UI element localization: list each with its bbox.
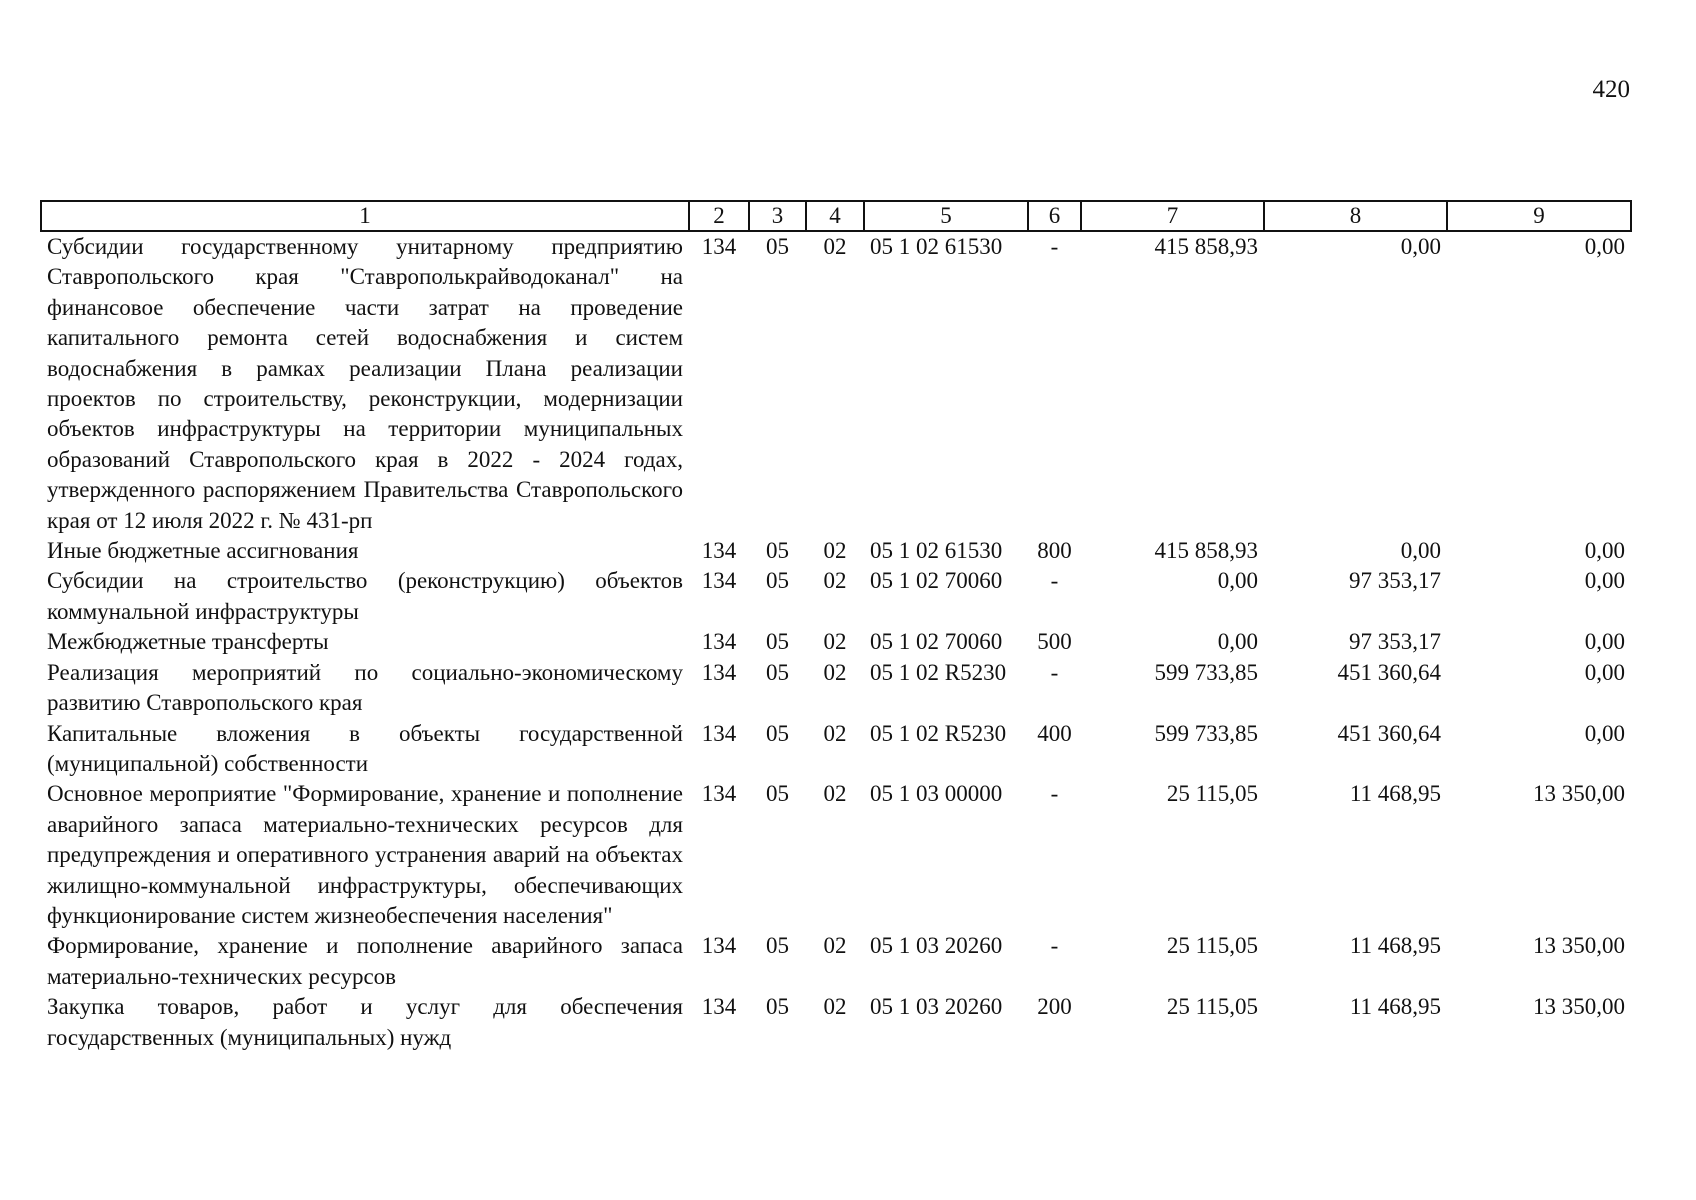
target-article-code: 05 1 03 20260 xyxy=(870,994,1003,1020)
ministry-code: 134 xyxy=(701,234,737,259)
table-row xyxy=(41,566,1631,627)
amount-col8: 451 360,64 xyxy=(1337,659,1441,685)
ministry-code: 134 xyxy=(701,781,737,807)
subsection-code: 02 xyxy=(823,994,847,1020)
amount-col7: 25 115,05 xyxy=(1166,994,1258,1020)
target-article-code: 05 1 02 R5230 xyxy=(870,720,1007,746)
column-header: 2 xyxy=(689,201,749,231)
expense-type-code: 500 xyxy=(1037,629,1072,655)
ministry-code: 134 xyxy=(701,629,737,655)
table-row xyxy=(41,627,1631,657)
column-header: 7 xyxy=(1081,201,1264,231)
section-code: 05 xyxy=(766,720,789,746)
ministry-code: 134 xyxy=(701,659,737,685)
table-row xyxy=(41,779,1631,931)
row-name: Формирование, хранение и пополнение аварийного запаса материально-технических ресурсов xyxy=(47,933,683,989)
ministry-code: 134 xyxy=(701,933,737,959)
amount-col9: 0,00 xyxy=(1584,720,1625,746)
expense-type-code: 200 xyxy=(1037,994,1072,1020)
amount-col7: 25 115,05 xyxy=(1166,933,1258,959)
expense-type-code: 800 xyxy=(1037,538,1072,564)
subsection-code: 02 xyxy=(823,781,847,807)
target-article-code: 05 1 03 00000 xyxy=(870,781,1003,807)
row-name: Субсидии государственному унитарному предприятию Ставропольского края "Ставрополькрайводоканал" на финансовое обеспечение части затрат на проведение капитального ремонта сетей водоснабжения и систем водоснабжения в рамках реализации Плана реализации проектов по строительству, реконструкции, модернизации объектов инфраструктуры на территории муниципальных образований Ставропольского края в 2022 - 2024 годах, утвержденного распоряжением Правительства Ставропольского края от 12 июля 2022 г. № 431-рп xyxy=(47,234,683,533)
column-header: 6 xyxy=(1028,201,1081,231)
column-header: 8 xyxy=(1264,201,1447,231)
column-header: 4 xyxy=(806,201,864,231)
amount-col9: 0,00 xyxy=(1584,538,1625,564)
amount-col7: 415 858,93 xyxy=(1154,234,1258,259)
expense-type-code: - xyxy=(1050,659,1059,685)
amount-col8: 11 468,95 xyxy=(1349,933,1441,959)
amount-col8: 11 468,95 xyxy=(1349,994,1441,1020)
table-row xyxy=(41,719,1631,780)
amount-col7: 599 733,85 xyxy=(1154,720,1258,746)
expense-type-code: - xyxy=(1050,781,1059,807)
column-header: 5 xyxy=(864,201,1028,231)
expense-type-code: - xyxy=(1050,568,1059,594)
subsection-code: 02 xyxy=(823,659,847,685)
page-number: 420 xyxy=(1592,76,1630,103)
amount-col9: 13 350,00 xyxy=(1533,781,1625,807)
amount-col7: 599 733,85 xyxy=(1154,659,1258,685)
amount-col9: 0,00 xyxy=(1584,234,1625,259)
subsection-code: 02 xyxy=(823,720,847,746)
amount-col9: 0,00 xyxy=(1584,659,1625,685)
target-article-code: 05 1 02 70060 xyxy=(870,568,1003,594)
table-row xyxy=(41,931,1631,992)
subsection-code: 02 xyxy=(823,933,847,959)
section-code: 05 xyxy=(766,781,789,807)
expense-type-code: - xyxy=(1050,234,1059,259)
target-article-code: 05 1 02 70060 xyxy=(870,629,1003,655)
section-code: 05 xyxy=(766,234,789,259)
amount-col9: 13 350,00 xyxy=(1533,994,1625,1020)
table-row xyxy=(41,536,1631,566)
row-name: Межбюджетные трансферты xyxy=(47,629,329,655)
amount-col9: 0,00 xyxy=(1584,568,1625,594)
row-name: Закупка товаров, работ и услуг для обеспечения государственных (муниципальных) нужд xyxy=(47,994,683,1050)
amount-col8: 97 353,17 xyxy=(1349,629,1441,655)
ministry-code: 134 xyxy=(701,568,737,594)
amount-col9: 0,00 xyxy=(1584,629,1625,655)
expense-type-code: - xyxy=(1050,933,1059,959)
amount-col7: 25 115,05 xyxy=(1166,781,1258,807)
table-row xyxy=(41,992,1631,1053)
ministry-code: 134 xyxy=(701,994,737,1020)
table-row xyxy=(41,658,1631,719)
amount-col9: 13 350,00 xyxy=(1533,933,1625,959)
ministry-code: 134 xyxy=(701,720,737,746)
amount-col7: 415 858,93 xyxy=(1154,538,1258,564)
target-article-code: 05 1 02 R5230 xyxy=(870,659,1007,685)
table-row xyxy=(41,231,1631,536)
subsection-code: 02 xyxy=(823,629,847,655)
section-code: 05 xyxy=(766,538,789,564)
subsection-code: 02 xyxy=(823,234,847,259)
row-name: Основное мероприятие "Формирование, хранение и пополнение аварийного запаса материально-технических ресурсов для предупреждения и оперативного устранения аварий на объектах жилищно-коммунальной инфраструктуры, обеспечивающих функционирование систем жизнеобеспечения населения" xyxy=(47,781,683,928)
column-number-header xyxy=(41,201,1631,231)
target-article-code: 05 1 02 61530 xyxy=(870,234,1003,259)
amount-col8: 0,00 xyxy=(1400,234,1441,259)
row-name: Реализация мероприятий по социально-экономическому развитию Ставропольского края xyxy=(47,659,683,716)
row-name: Капитальные вложения в объекты государственной (муниципальной) собственности xyxy=(47,720,683,776)
amount-col8: 0,00 xyxy=(1400,538,1441,564)
subsection-code: 02 xyxy=(823,568,847,594)
row-name: Иные бюджетные ассигнования xyxy=(47,538,359,564)
amount-col8: 451 360,64 xyxy=(1337,720,1441,746)
column-header: 9 xyxy=(1447,201,1631,231)
target-article-code: 05 1 03 20260 xyxy=(870,933,1003,959)
target-article-code: 05 1 02 61530 xyxy=(870,538,1003,564)
row-name: Субсидии на строительство (реконструкцию) объектов коммунальной инфраструктуры xyxy=(47,568,683,624)
section-code: 05 xyxy=(766,568,789,594)
column-header: 3 xyxy=(749,201,806,231)
amount-col8: 97 353,17 xyxy=(1349,568,1441,594)
ministry-code: 134 xyxy=(701,538,737,564)
section-code: 05 xyxy=(766,659,789,685)
expense-type-code: 400 xyxy=(1037,720,1072,746)
amount-col7: 0,00 xyxy=(1217,629,1258,655)
section-code: 05 xyxy=(766,629,789,655)
section-code: 05 xyxy=(766,933,789,959)
amount-col8: 11 468,95 xyxy=(1349,781,1441,807)
amount-col7: 0,00 xyxy=(1217,568,1258,594)
section-code: 05 xyxy=(766,994,789,1020)
column-header: 1 xyxy=(41,201,689,231)
subsection-code: 02 xyxy=(823,538,847,564)
budget-table xyxy=(40,200,1632,1053)
